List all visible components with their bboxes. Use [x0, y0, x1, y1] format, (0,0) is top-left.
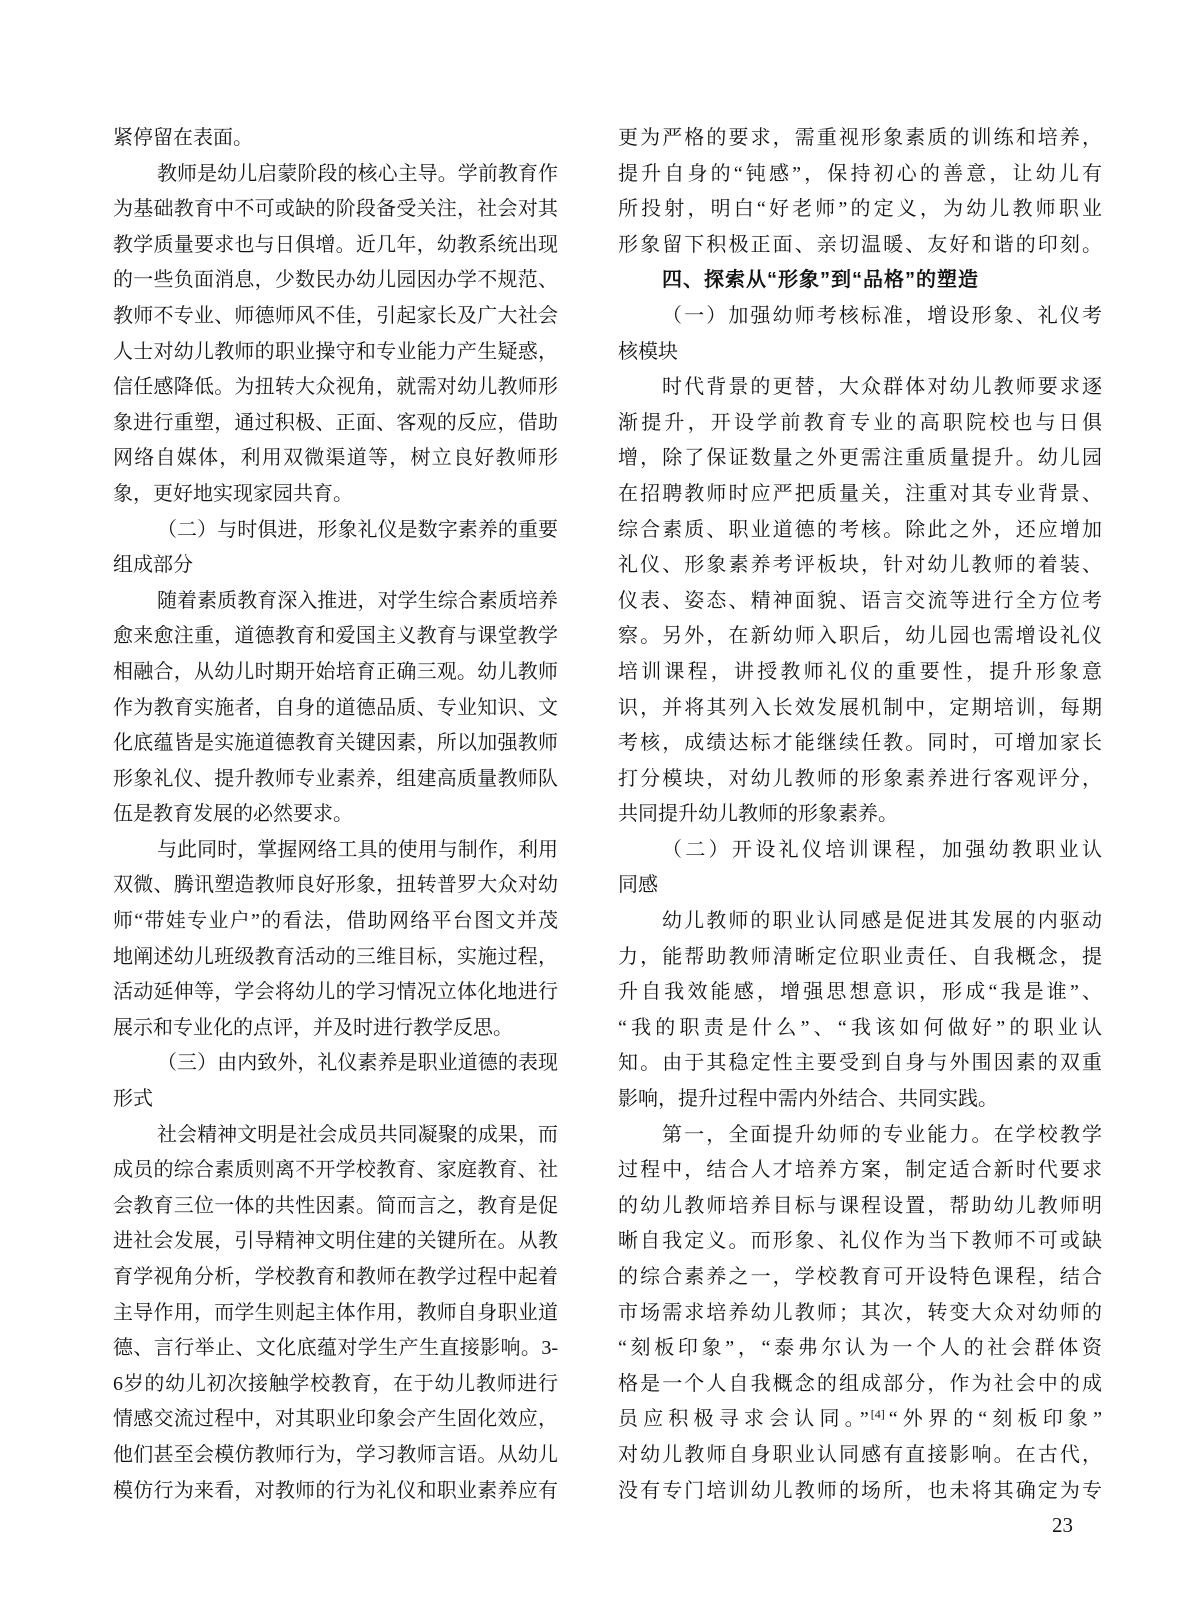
text-line: 的幼儿教师培养目标与课程设置，帮助幼儿教师明 — [618, 1194, 1102, 1217]
page-number: 23 — [1052, 1513, 1073, 1537]
text-segment: 员应积极寻求会认同。” — [618, 1408, 869, 1431]
text-line: “我的职责是什么”、“我该如何做好”的职业认 — [618, 1016, 1102, 1039]
text-line: 育学视角分析，学校教育和教师在教学过程中起着 — [113, 1266, 558, 1288]
text-line: 礼仪、形象素养考评板块，针对幼儿教师的着装、 — [618, 554, 1102, 577]
text-line: 更为严格的要求，需重视形象素质的训练和培养， — [618, 127, 1102, 149]
text-line: 第一，全面提升幼师的专业能力。在学校教学 — [662, 1123, 1102, 1146]
text-line: 为基础教育中不可或缺的阶段备受关注，社会对其 — [113, 198, 558, 221]
text-line: 模仿行为来看，对教师的行为礼仪和职业素养应有 — [113, 1479, 558, 1502]
text-line: 培训课程，讲授教师礼仪的重要性，提升形象意 — [618, 660, 1102, 683]
text-line: 会教育三位一体的共性因素。简而言之，教育是促 — [113, 1194, 558, 1217]
text-line: 所投射，明白“好老师”的定义，为幼儿教师职业 — [618, 198, 1102, 221]
text-line: 活动延伸等，学会将幼儿的学习情况立体化地进行 — [113, 981, 558, 1004]
text-line: （二）与时俱进，形象礼仪是数字素养的重要 — [157, 518, 558, 541]
right-column — [618, 121, 1102, 1509]
text-line: 随着素质教育深入推进，对学生综合素质培养 — [157, 589, 558, 612]
text-line: 网络自媒体，利用双微渠道等，树立良好教师形 — [113, 447, 558, 470]
text-line: 成员的综合素质则离不开学校教育、家庭教育、社 — [113, 1159, 558, 1182]
text-line: （一）加强幼师考核标准，增设形象、礼仪考 — [662, 304, 1102, 327]
text-line: 教师是幼儿启蒙阶段的核心主导。学前教育作 — [157, 162, 558, 185]
text-line: 增，除了保证数量之外更需注重质量提升。幼儿园 — [618, 447, 1102, 470]
text-line: 市场需求培养幼儿教师；其次，转变大众对幼师的 — [618, 1301, 1102, 1324]
text-line: 紧停留在表面。 — [113, 127, 253, 149]
text-line: 影响，提升过程中需内外结合、共同实践。 — [618, 1088, 998, 1111]
text-line: 形式 — [113, 1088, 153, 1111]
text-line: 主导作用，而学生则起主体作用，教师自身职业道 — [113, 1301, 558, 1324]
text-line: 相融合，从幼儿时期开始培育正确三观。幼儿教师 — [113, 660, 558, 683]
text-line: 过程中，结合人才培养方案，制定适合新时代要求 — [618, 1159, 1102, 1182]
section-heading: 四、探索从“形象”到“品格”的塑造 — [662, 269, 979, 292]
text-line: 展示和专业化的点评，并及时进行教学反思。 — [113, 1016, 513, 1039]
text-line: 伍是教育发展的必然要求。 — [113, 803, 353, 826]
text-line: 象，更好地实现家园共育。 — [113, 482, 353, 505]
text-line: 共同提升幼儿教师的形象素养。 — [618, 803, 898, 826]
footnote-reference: [4] — [870, 1406, 885, 1421]
text-line — [618, 1402, 1102, 1438]
text-line: 进社会发展，引导精神文明住建的关键所在。从教 — [113, 1230, 558, 1253]
text-line: 识，并将其列入长效发展机制中，定期培训，每期 — [618, 696, 1102, 719]
left-column — [113, 121, 558, 1509]
text-line: 幼儿教师的职业认同感是促进其发展的内驱动 — [662, 910, 1102, 933]
text-line: “刻板印象”，“泰弗尔认为一个人的社会群体资 — [618, 1337, 1102, 1360]
text-line: 双微、腾讯塑造教师良好形象，扭转普罗大众对幼 — [113, 874, 558, 897]
text-line: 他们甚至会模仿教师行为，学习教师言语。从幼儿 — [113, 1443, 558, 1466]
text-line: 渐提升，开设学前教育专业的高职院校也与日俱 — [618, 411, 1102, 434]
text-line: 察。另外，在新幼师入职后，幼儿园也需增设礼仪 — [618, 625, 1102, 648]
text-line: 的一些负面消息，少数民办幼儿园因办学不规范、 — [113, 269, 558, 292]
text-line: 形象礼仪、提升教师专业素养，组建高质量教师队 — [113, 767, 558, 790]
text-line: 考核，成绩达标才能继续任教。同时，可增加家长 — [618, 732, 1102, 755]
text-line: 信任感降低。为扭转大众视角，就需对幼儿教师形 — [113, 376, 558, 399]
text-line: 打分模块，对幼儿教师的形象素养进行客观评分， — [618, 767, 1102, 790]
text-line: 人士对幼儿教师的职业操守和专业能力产生疑惑， — [113, 340, 558, 363]
text-line: 地阐述幼儿班级教育活动的三维目标，实施过程， — [113, 945, 558, 968]
text-line: 力，能帮助教师清晰定位职业责任、自我概念，提 — [618, 945, 1102, 968]
text-line: 仪表、姿态、精神面貌、语言交流等进行全方位考 — [618, 589, 1102, 612]
text-line: 师“带娃专业户”的看法，借助网络平台图文并茂 — [113, 910, 558, 933]
text-line: 对幼儿教师自身职业认同感有直接影响。在古代， — [618, 1443, 1102, 1466]
text-line: 的综合素养之一，学校教育可开设特色课程，结合 — [618, 1266, 1102, 1288]
text-line: 组成部分 — [113, 554, 193, 577]
text-line: 提升自身的“钝感”，保持初心的善意，让幼儿有 — [618, 162, 1102, 185]
text-line: 形象留下积极正面、亲切温暖、友好和谐的印刻。 — [618, 233, 1102, 256]
text-line: （三）由内致外，礼仪素养是职业道德的表现 — [157, 1052, 558, 1075]
text-line: 作为教育实施者，自身的道德品质、专业知识、文 — [113, 696, 558, 719]
text-line: 与此同时，掌握网络工具的使用与制作，利用 — [157, 838, 558, 861]
text-line: 综合素质、职业道德的考核。除此之外，还应增加 — [618, 518, 1102, 541]
text-line: 德、言行举止、文化底蕴对学生产生直接影响。3- — [113, 1337, 558, 1360]
text-line: 升自我效能感，增强思想意识，形成“我是谁”、 — [618, 981, 1102, 1004]
text-line: 晰自我定义。而形象、礼仪作为当下教师不可或缺 — [618, 1230, 1102, 1253]
text-segment: “外界的“刻板印象” — [888, 1408, 1102, 1431]
text-line: 知。由于其稳定性主要受到自身与外围因素的双重 — [618, 1052, 1102, 1075]
text-line: 情感交流过程中，对其职业印象会产生固化效应， — [113, 1408, 558, 1431]
text-line: 化底蕴皆是实施道德教育关键因素，所以加强教师 — [113, 732, 558, 755]
text-line: 教师不专业、师德师风不佳，引起家长及广大社会 — [113, 304, 558, 327]
text-line: 6岁的幼儿初次接触学校教育，在于幼儿教师进行 — [113, 1372, 558, 1395]
text-line: 愈来愈注重，道德教育和爱国主义教育与课堂教学 — [113, 625, 558, 648]
text-line: 象进行重塑，通过积极、正面、客观的反应，借助 — [113, 411, 558, 434]
text-line: 同感 — [618, 874, 658, 897]
text-line: 没有专门培训幼儿教师的场所，也未将其确定为专 — [618, 1479, 1102, 1502]
text-line: 核模块 — [618, 340, 678, 363]
text-line: （二）开设礼仪培训课程，加强幼教职业认 — [662, 838, 1102, 861]
text-line: 格是一个人自我概念的组成部分，作为社会中的成 — [618, 1372, 1102, 1395]
text-line: 教学质量要求也与日俱增。近几年，幼教系统出现 — [113, 233, 558, 256]
text-line: 在招聘教师时应严把质量关，注重对其专业背景、 — [618, 482, 1102, 505]
text-line: 社会精神文明是社会成员共同凝聚的成果，而 — [157, 1123, 558, 1146]
text-line: 时代背景的更替，大众群体对幼儿教师要求逐 — [662, 376, 1102, 399]
